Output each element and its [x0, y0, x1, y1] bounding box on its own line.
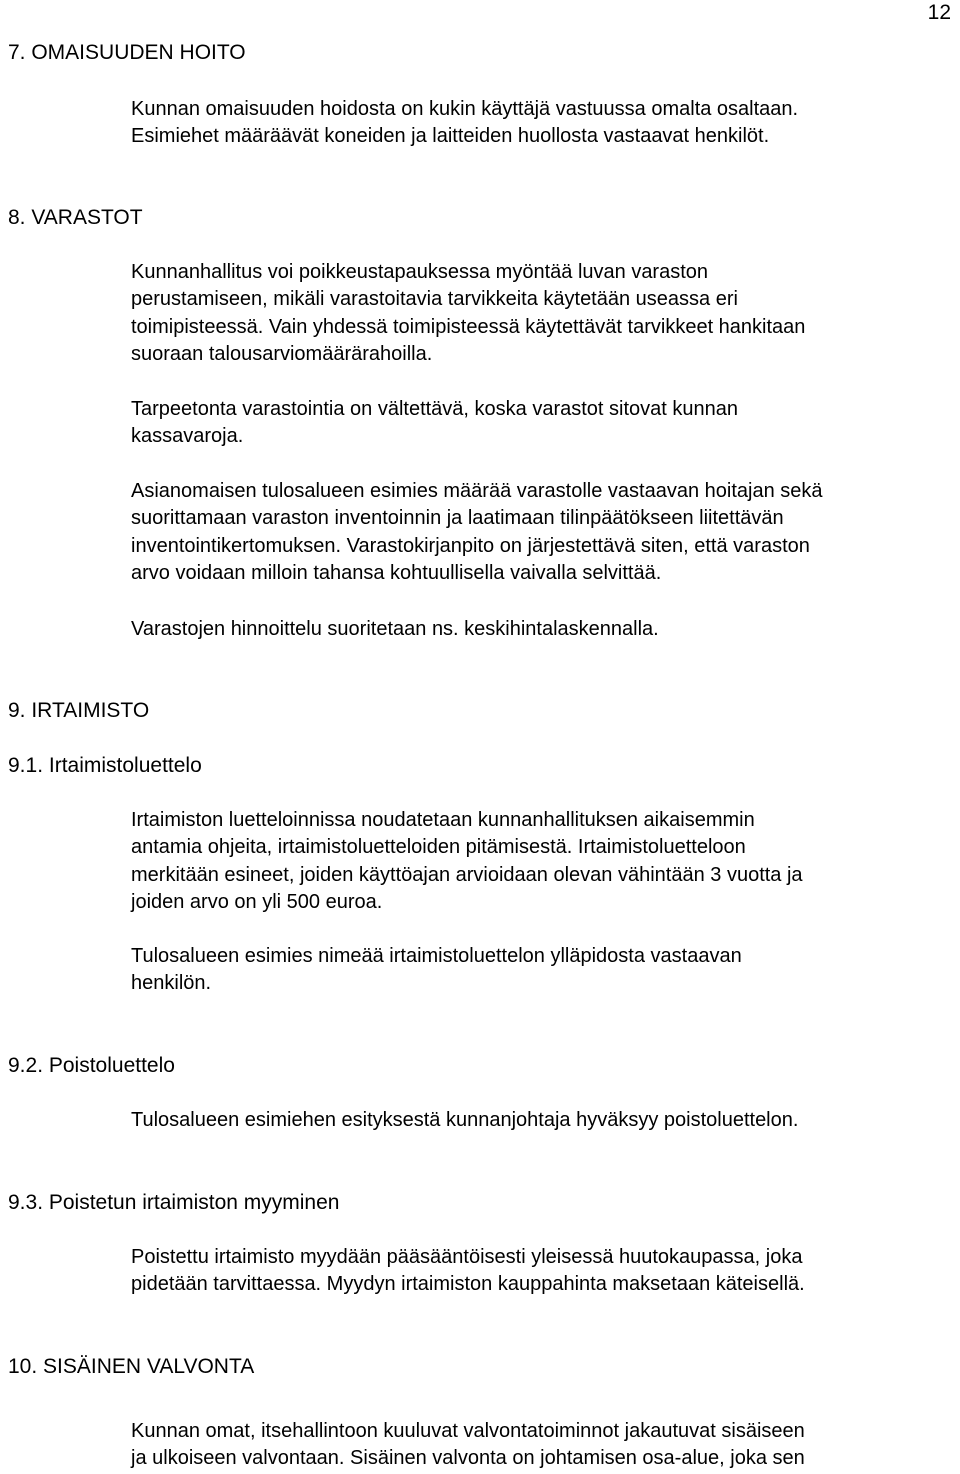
text-line: Tulosalueen esimies nimeää irtaimistoluettelon ylläpidosta vastaavan	[131, 945, 742, 967]
text-line: Kunnan omat, itsehallintoon kuuluvat valvontatoiminnot jakautuvat sisäiseen	[131, 1420, 805, 1442]
text-line: Tulosalueen esimiehen esityksestä kunnanjohtaja hyväksyy poistoluettelon.	[131, 1109, 799, 1131]
text-line: joiden arvo on yli 500 euroa.	[131, 890, 383, 913]
section-7-heading: 7. OMAISUUDEN HOITO	[8, 41, 246, 64]
section-9-1-paragraph-2	[131, 943, 951, 998]
section-8-heading: 8. VARASTOT	[8, 206, 143, 229]
section-8-paragraph-4	[131, 616, 951, 643]
section-9-1-heading: 9.1. Irtaimistoluettelo	[8, 754, 202, 777]
page-number: 12	[927, 1, 951, 24]
text-line: antamia ohjeita, irtaimistoluetteloiden pitämisestä. Irtaimistoluetteloon	[131, 836, 746, 859]
section-8-paragraph-3	[131, 478, 951, 587]
text-line: Esimiehet määräävät koneiden ja laitteiden huollosta vastaavat henkilöt.	[131, 125, 770, 148]
section-7-paragraph-1	[131, 96, 951, 151]
section-9-2-paragraph-1	[131, 1107, 951, 1134]
section-9-3-heading: 9.3. Poistetun irtaimiston myyminen	[8, 1191, 340, 1214]
text-line: henkilön.	[131, 972, 212, 995]
text-line: Kunnanhallitus voi poikkeustapauksessa myöntää luvan varaston	[131, 261, 709, 283]
text-line: arvo voidaan milloin tahansa kohtuullisella vaivalla selvittää.	[131, 561, 662, 584]
section-10-heading: 10. SISÄINEN VALVONTA	[8, 1355, 255, 1378]
section-8-paragraph-2	[131, 396, 951, 451]
text-line: Irtaimiston luetteloinnissa noudatetaan kunnanhallituksen aikaisemmin	[131, 809, 755, 831]
text-line: Varastojen hinnoittelu suoritetaan ns. keskihintalaskennalla.	[131, 618, 659, 640]
text-line: suorittamaan varaston inventoinnin ja laatimaan tilinpäätökseen liitettävän	[131, 507, 784, 530]
text-line: Asianomaisen tulosalueen esimies määrää varastolle vastaavan hoitajan sekä	[131, 480, 823, 502]
section-9-2-heading: 9.2. Poistoluettelo	[8, 1054, 175, 1077]
text-line: Kunnan omaisuuden hoidosta on kukin käyttäjä vastuussa omalta osaltaan.	[131, 98, 799, 120]
text-line: ja ulkoiseen valvontaan. Sisäinen valvonta on johtamisen osa-alue, joka sen	[131, 1447, 805, 1470]
section-9-1-paragraph-1	[131, 807, 951, 916]
text-line: Tarpeetonta varastointia on vältettävä, koska varastot sitovat kunnan	[131, 398, 739, 420]
text-line: pidetään tarvittaessa. Myydyn irtaimiston kauppahinta maksetaan käteisellä.	[131, 1273, 805, 1296]
text-line: inventointikertomuksen. Varastokirjanpito on järjestettävä siten, että varaston	[131, 534, 810, 557]
text-line: perustamiseen, mikäli varastoitavia tarvikkeita käytetään useassa eri	[131, 288, 738, 311]
text-line: kassavaroja.	[131, 425, 244, 448]
section-9-heading: 9. IRTAIMISTO	[8, 699, 150, 722]
text-line: Poistettu irtaimisto myydään pääsääntöisesti yleisessä huutokaupassa, joka	[131, 1246, 803, 1268]
text-line: toimipisteessä. Vain yhdessä toimipisteessä käytettävät tarvikkeet hankitaan	[131, 315, 806, 338]
section-8-paragraph-1	[131, 259, 951, 368]
text-line: suoraan talousarviomäärärahoilla.	[131, 342, 433, 365]
section-9-3-paragraph-1	[131, 1244, 951, 1299]
section-10-paragraph-1	[131, 1418, 951, 1473]
text-line: merkitään esineet, joiden käyttöajan arvioidaan olevan vähintään 3 vuotta ja	[131, 863, 803, 886]
